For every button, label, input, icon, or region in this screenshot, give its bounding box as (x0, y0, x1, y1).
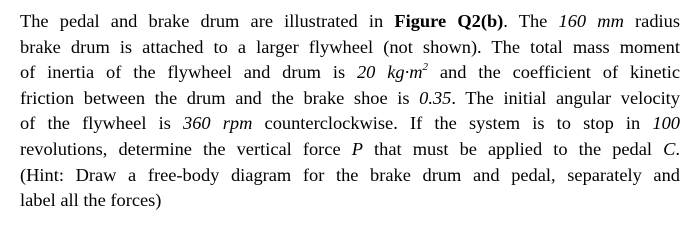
angular-velocity-value: 360 rpm (183, 113, 253, 134)
friction-coefficient: 0.35 (419, 87, 452, 108)
problem-line-4 (20, 86, 680, 112)
text-segment: of inertia of the flywheel and drum is (20, 62, 357, 83)
text-segment: friction between the drum and the brake shoe is (20, 87, 420, 108)
text-segment: counterclockwise. If the system is to stop in (252, 113, 653, 134)
text-segment: that must be applied to the pedal (362, 138, 664, 159)
text-segment: . The initial angular velocity (451, 87, 680, 108)
text-segment: and the coefficient of kinetic (427, 62, 680, 83)
problem-line-2: brake drum is attached to a larger flywheel (not shown). The total mass moment (20, 36, 680, 57)
problem-line-6 (20, 137, 680, 163)
pedal-label: C (663, 138, 676, 159)
text-segment: The pedal and brake drum are illustrated in (20, 11, 395, 31)
problem-line-5 (20, 111, 680, 137)
revolutions-value: 100 (652, 113, 680, 134)
problem-line-8: label all the forces) (20, 190, 162, 211)
text-segment: of the flywheel is (20, 113, 184, 134)
inertia-value: 20 kg·m (356, 62, 423, 83)
problem-text (20, 9, 680, 214)
text-segment: . The (503, 11, 559, 31)
problem-line-7: (Hint: Draw a free-body diagram for the brake drum and pedal, separately and (20, 164, 680, 185)
force-symbol: P (351, 138, 363, 159)
problem-line-1 (20, 9, 680, 35)
text-segment: . (675, 138, 681, 159)
text-segment: radius (623, 11, 680, 31)
text-segment: revolutions, determine the vertical force (20, 138, 352, 159)
figure-reference: Figure Q2(b) (394, 11, 504, 31)
radius-value: 160 mm (558, 11, 624, 31)
problem-line-3 (20, 60, 680, 86)
inertia-exponent: 2 (422, 61, 428, 74)
